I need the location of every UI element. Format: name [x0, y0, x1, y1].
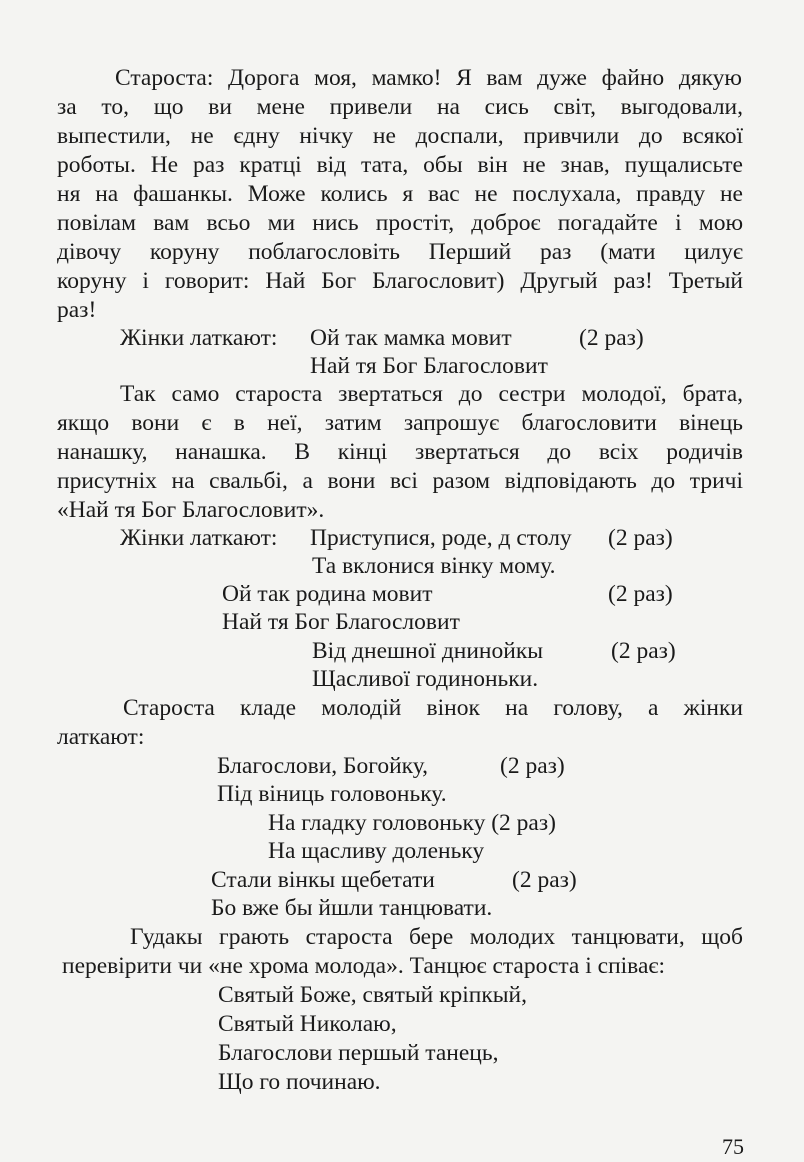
- para1-line: роботы. Не раз кратці від тата, обы він не знав, пущалисьте: [57, 152, 743, 178]
- song-line: Ой так мамка мовит: [310, 325, 512, 351]
- para1-line: ня на фашанкы. Може колись я вас не послухала, правду не: [57, 181, 743, 207]
- para2-line: нанашку, нанашка. В кінці звертаться до всіх родичів: [57, 439, 743, 465]
- repeat-marker: (2 раз): [579, 325, 644, 351]
- para2-line: якщо вони є в неї, затим запрошує благословити вінець: [57, 410, 743, 436]
- song-line: Стали вінкы щебетати: [211, 867, 435, 893]
- para1-line: повілам вам всьо ми нись простіт, доброє погадайте і мою: [57, 210, 743, 236]
- para2-line: присутніх на свальбі, а вони всі разом відповідають до тричі: [57, 468, 743, 494]
- repeat-marker: (2 раз): [512, 867, 577, 893]
- para3-line: латкают:: [57, 724, 145, 750]
- song-line: Щасливої годиноньки.: [312, 666, 539, 692]
- repeat-marker: (2 раз): [608, 581, 673, 607]
- para2-line: «Най тя Бог Благословит».: [57, 497, 325, 523]
- song-line: Під віниць головоньку.: [217, 781, 447, 807]
- para1-line: раз!: [57, 297, 97, 323]
- song-line: Від днешної днинойкы: [312, 638, 544, 664]
- song-intro: Жінки латкают:: [120, 525, 278, 551]
- para1-line: за то, що ви мене привели на сись світ, выгодовали,: [57, 94, 743, 120]
- para3-line: Староста кладе молодій вінок на голову, а жінки: [123, 695, 743, 721]
- song-line: Благослови, Богойку,: [217, 753, 429, 779]
- para4-line: перевірити чи «не хрома молода». Танцює староста і співає:: [62, 953, 666, 979]
- para1-line: коруну і говорит: Най Бог Благословит) Другый раз! Третый: [57, 268, 743, 294]
- song-line: Благослови першый танець,: [218, 1040, 499, 1066]
- repeat-marker: (2 раз): [500, 753, 565, 779]
- song-line: Що го починаю.: [218, 1069, 381, 1095]
- para1-line: Староста: Дорога моя, мамко! Я вам дуже файно дякую: [115, 65, 742, 91]
- song-line: Най тя Бог Благословит: [222, 609, 460, 635]
- repeat-marker: (2 раз): [608, 525, 673, 551]
- para1-line: выпестили, не єдну нічку не доспали, привчили до всякої: [57, 123, 743, 149]
- para1-line: дівочу коруну поблагословіть Перший раз (мати цилує: [57, 239, 743, 265]
- song-line: Та вклонися вінку мому.: [312, 553, 556, 579]
- song-intro: Жінки латкают:: [120, 325, 278, 351]
- song-line: Приступися, роде, д столу: [310, 525, 572, 551]
- song-line: На щасливу доленьку: [268, 838, 485, 864]
- song-line: Святый Николаю,: [218, 1011, 397, 1037]
- para2-line: Так само староста звертаться до сестри молодої, брата,: [120, 381, 743, 407]
- song-line: На гладку головоньку (2 раз): [268, 810, 556, 836]
- repeat-marker: (2 раз): [611, 638, 676, 664]
- page-number: 75: [722, 1134, 744, 1159]
- song-line: Святый Боже, святый кріпкый,: [218, 982, 528, 1008]
- song-line: Най тя Бог Благословит: [310, 353, 548, 379]
- para4-line: Гудакы грають староста бере молодих танцювати, щоб: [130, 924, 743, 950]
- song-line: Ой так родина мовит: [222, 581, 433, 607]
- song-line: Бо вже бы йшли танцювати.: [211, 895, 493, 921]
